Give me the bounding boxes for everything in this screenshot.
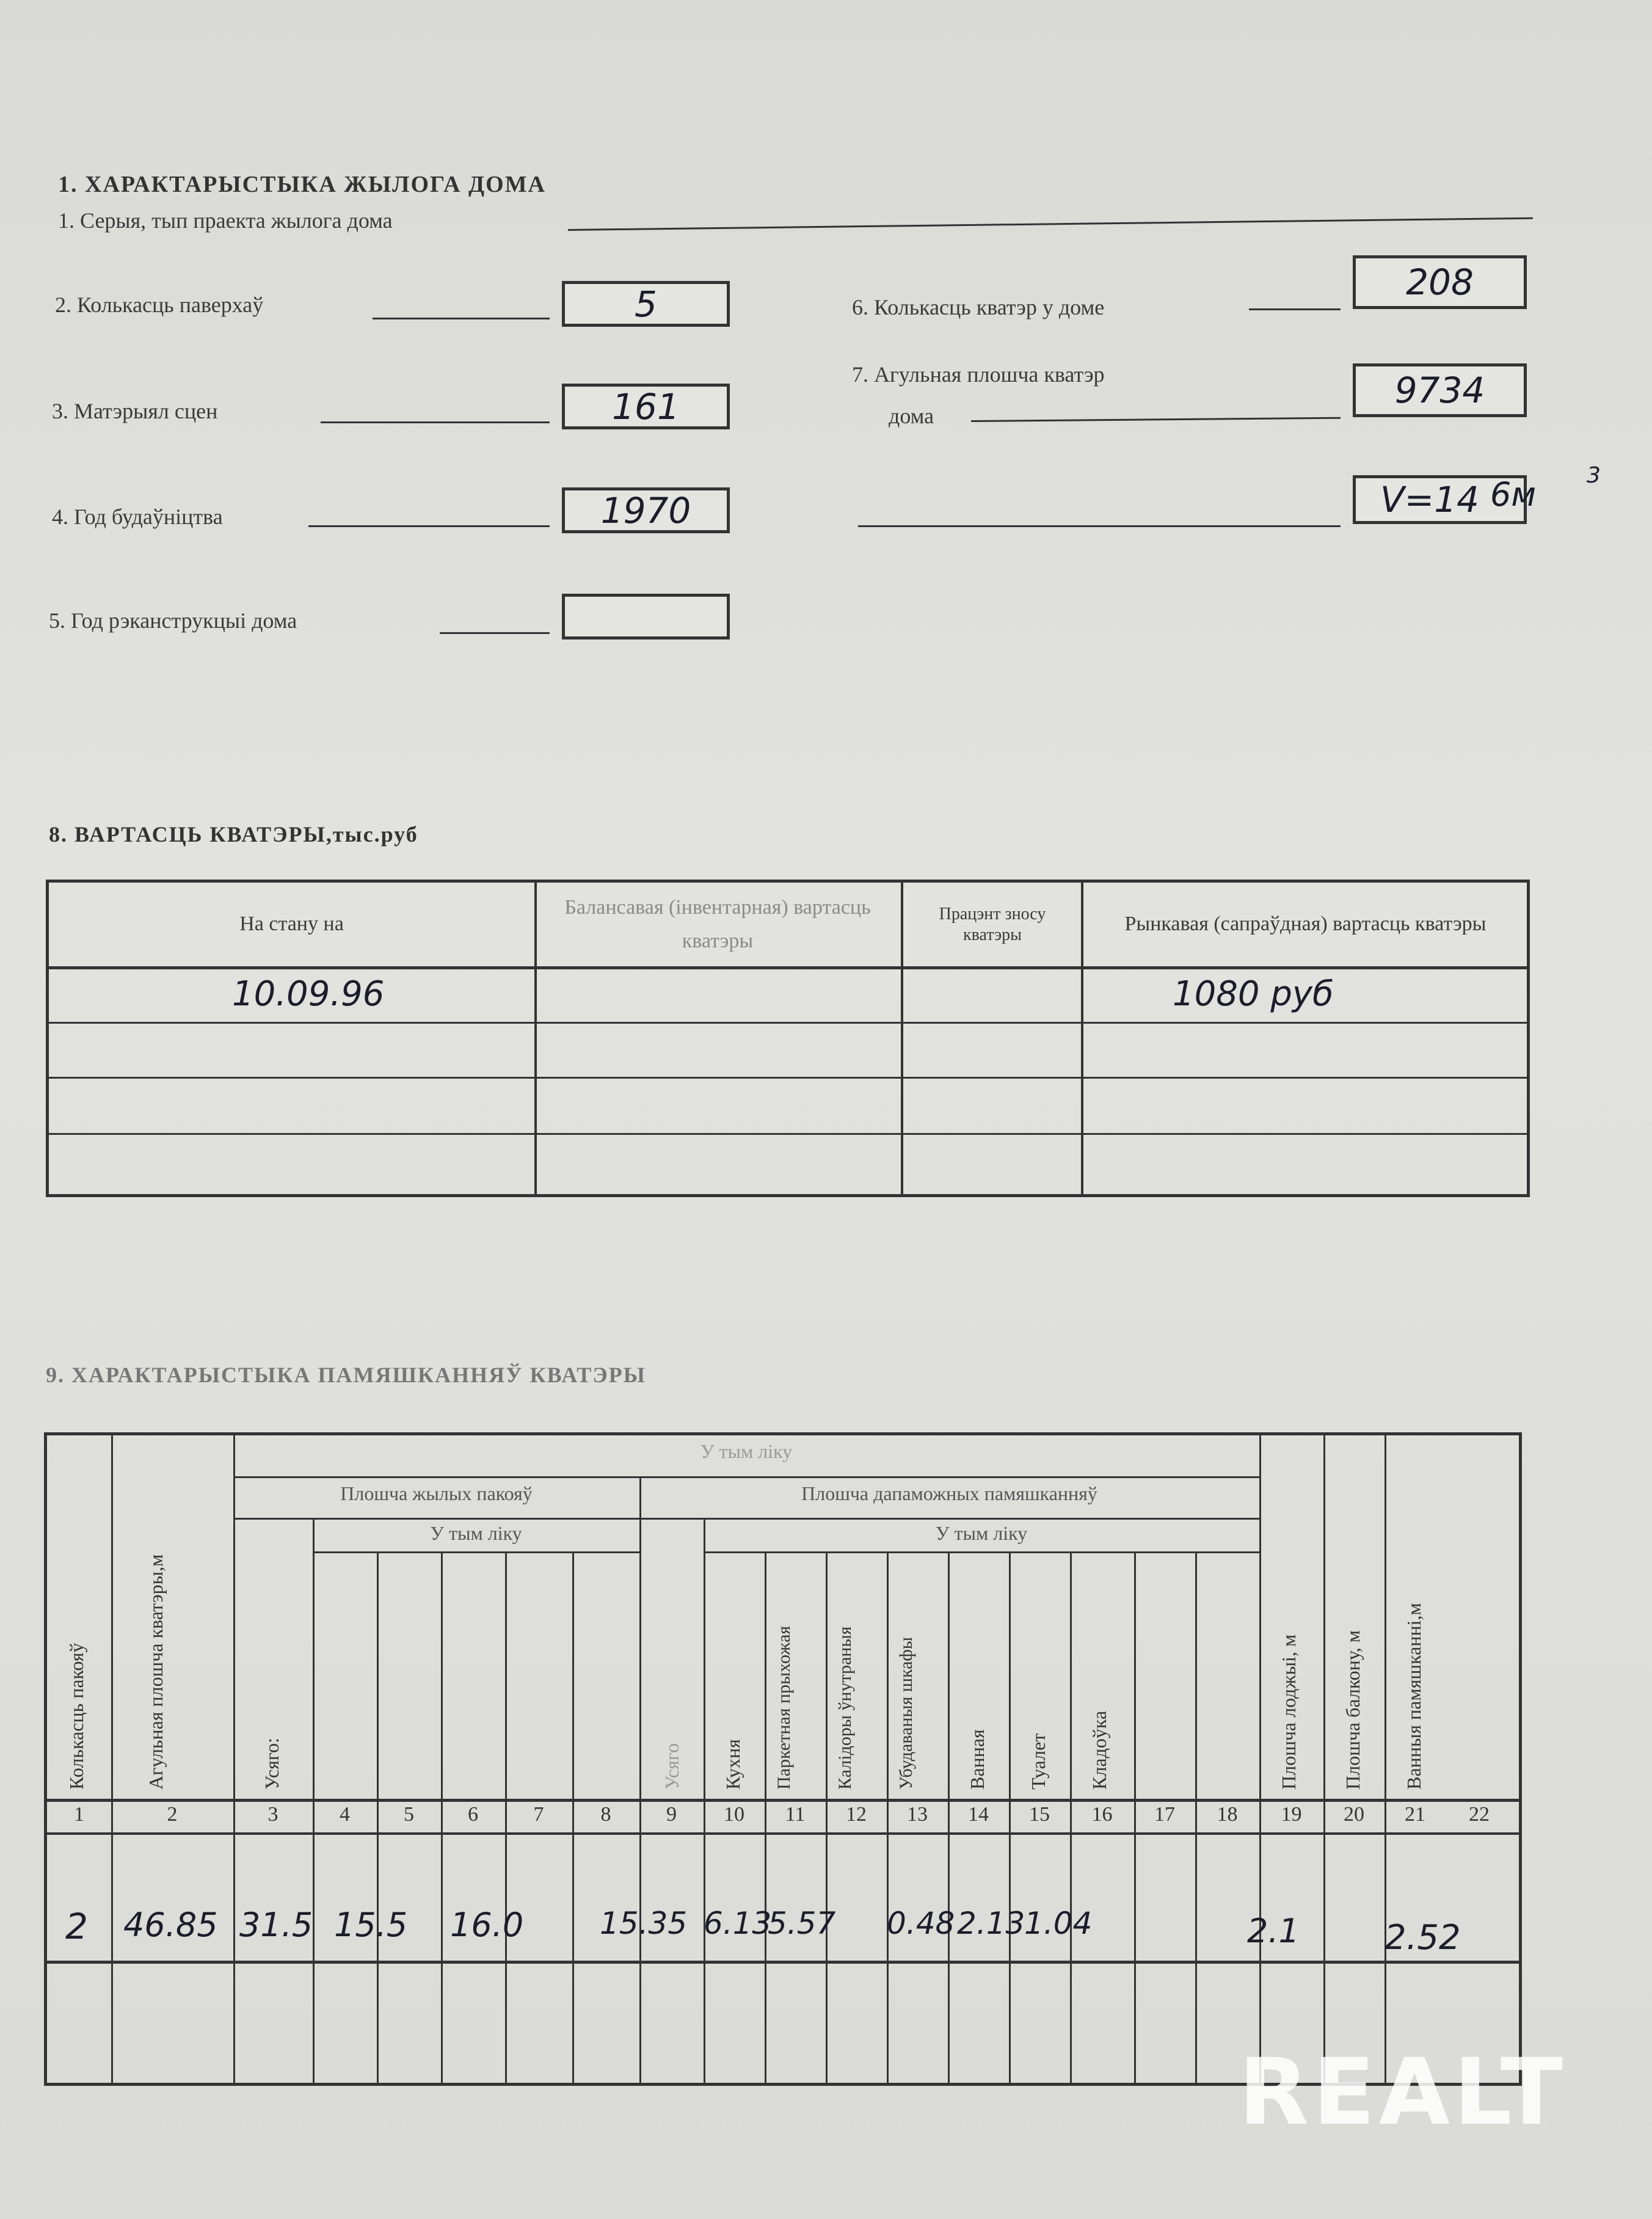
reconstruction-year-value <box>565 597 727 636</box>
header-balance-value: Балансавая (інвентарная) вартасць кватэры <box>564 896 871 952</box>
col-number: 10 <box>724 1803 744 1826</box>
col-number: 19 <box>1281 1803 1302 1826</box>
col-number: 11 <box>785 1803 806 1826</box>
col-bathrooms: Ванныя памяшканні,м <box>1403 1603 1425 1790</box>
floors-box <box>562 281 730 327</box>
col-rooms: Колькасць пакояў <box>65 1642 87 1790</box>
total-area-box <box>1353 363 1527 417</box>
col-bath: Ванная <box>966 1729 988 1790</box>
row1-loggia: 2.1 <box>1247 1912 1300 1950</box>
wall-material-label: 3. Матэрыял сцен <box>52 399 218 423</box>
col-number: 3 <box>267 1803 278 1826</box>
col-corridor: Калідоры ўнутраныя <box>835 1626 855 1790</box>
row1-total-area: 46.85 <box>123 1906 218 1944</box>
volume-line <box>858 525 1341 527</box>
volume-unit-sup: 3 <box>1587 463 1601 488</box>
apartments-label: 6. Колькасць кватэр у доме <box>852 295 1105 319</box>
header-total-group: У тым ліку <box>700 1440 793 1462</box>
build-year-value: 1970 <box>600 489 691 531</box>
reconstruction-year-box <box>562 594 730 639</box>
total-area-value: 9734 <box>1394 370 1485 411</box>
col-toilet: Туалет <box>1027 1733 1049 1790</box>
row1-bath: 2.13 <box>957 1906 1025 1941</box>
row1-market: 1080 руб <box>1173 974 1334 1014</box>
realt-watermark: REALT <box>1238 2039 1566 2146</box>
col-number: 12 <box>846 1803 867 1826</box>
col-number: 6 <box>468 1803 478 1826</box>
col-number: 20 <box>1344 1803 1364 1826</box>
col-hall: Паркетная прыхожая <box>774 1625 794 1790</box>
col-loggia: Плошча лоджыі, м <box>1278 1634 1300 1790</box>
row1-c8: 15.35 <box>600 1906 688 1941</box>
col-number: 8 <box>600 1803 611 1826</box>
col-aux-total: Усяго <box>661 1743 683 1790</box>
col-pantry: Кладоўка <box>1088 1710 1110 1790</box>
col-number: 5 <box>404 1803 414 1826</box>
total-area-line <box>971 417 1341 422</box>
col-number: 16 <box>1091 1803 1113 1826</box>
header-incl-living: У тым ліку <box>430 1522 522 1544</box>
header-aux: Плошча дапаможных памяшканняў <box>801 1482 1097 1504</box>
col-number: 4 <box>340 1803 350 1826</box>
header-wear-percent: Працэнт зносу кватэры <box>939 904 1046 944</box>
col-number: 1 <box>74 1803 84 1826</box>
col-number: 21 <box>1405 1803 1425 1826</box>
col-balcony: Плошча балкону, м <box>1342 1630 1364 1790</box>
col-living-total: Усяго: <box>261 1738 283 1790</box>
header-incl-aux: У тым ліку <box>935 1522 1028 1544</box>
col-kitchen: Кухня <box>722 1739 744 1790</box>
wall-material-box <box>562 384 730 429</box>
row1-room1: 15.5 <box>334 1906 408 1944</box>
build-year-label: 4. Год будаўніцтва <box>52 505 223 529</box>
col-number: 22 <box>1469 1803 1490 1826</box>
col-number: 7 <box>533 1803 544 1826</box>
col-number: 2 <box>167 1803 178 1826</box>
section1-title: 1. ХАРАКТАРЫСТЫКА ЖЫЛОГА ДОМА <box>58 172 546 197</box>
rooms-table <box>44 1432 1522 2086</box>
volume-value: V=14 <box>1380 479 1480 520</box>
row1-toilet: 1.04 <box>1024 1906 1093 1941</box>
wall-material-line <box>321 421 550 423</box>
volume-unit: 6м <box>1490 475 1537 514</box>
build-year-box <box>562 487 730 533</box>
build-year-line <box>308 525 550 527</box>
section9-title: 9. ХАРАКТАРЫСТЫКА ПАМЯШКАННЯЎ КВАТЭРЫ <box>46 1363 646 1387</box>
row1-rooms: 2 <box>65 1906 88 1947</box>
row1-closets: 0.48 <box>887 1906 955 1941</box>
row1-hall: 5.57 <box>768 1906 836 1941</box>
reconstruction-year-line <box>440 632 550 634</box>
row1-living-total: 31.5 <box>239 1906 313 1944</box>
col-number: 15 <box>1029 1803 1050 1826</box>
series-label: 1. Серыя, тып праекта жылога дома <box>58 208 393 233</box>
total-area-label: 7. Агульная плошча кватэр <box>852 362 1105 387</box>
row1-bathrooms: 2.52 <box>1385 1918 1461 1958</box>
col-number: 17 <box>1154 1803 1175 1826</box>
wall-material-value: 161 <box>612 385 680 428</box>
row1-room2: 16.0 <box>450 1906 524 1944</box>
floors-value: 5 <box>635 283 657 325</box>
col-number: 13 <box>907 1803 928 1826</box>
section8-title: 8. ВАРТАСЦЬ КВАТЭРЫ,тыс.руб <box>49 822 418 847</box>
row1-kitchen: 6.13 <box>704 1906 772 1941</box>
row1-date: 10.09.96 <box>232 974 385 1014</box>
col-number: 14 <box>968 1803 989 1826</box>
apartments-box <box>1353 255 1527 309</box>
reconstruction-year-label: 5. Год рэканструкцыі дома <box>49 608 297 633</box>
header-market-value: Рынкавая (сапраўдная) вартасць кватэры <box>1124 913 1486 936</box>
total-area-label-2: дома <box>889 404 934 428</box>
floors-label: 2. Колькасць паверхаў <box>55 293 264 317</box>
series-line <box>568 217 1533 231</box>
floors-line <box>373 318 550 319</box>
header-living: Плошча жылых пакояў <box>340 1482 533 1504</box>
col-number: 9 <box>666 1803 677 1826</box>
apartments-line <box>1249 308 1341 310</box>
header-date: На стану на <box>239 913 344 936</box>
apartment-value-table <box>46 880 1530 1197</box>
col-closets: Убудаваныя шкафы <box>896 1637 916 1790</box>
col-total-area: Агульная плошча кватэры,м <box>145 1554 167 1790</box>
col-number: 18 <box>1217 1803 1238 1826</box>
apartments-value: 208 <box>1406 261 1474 303</box>
